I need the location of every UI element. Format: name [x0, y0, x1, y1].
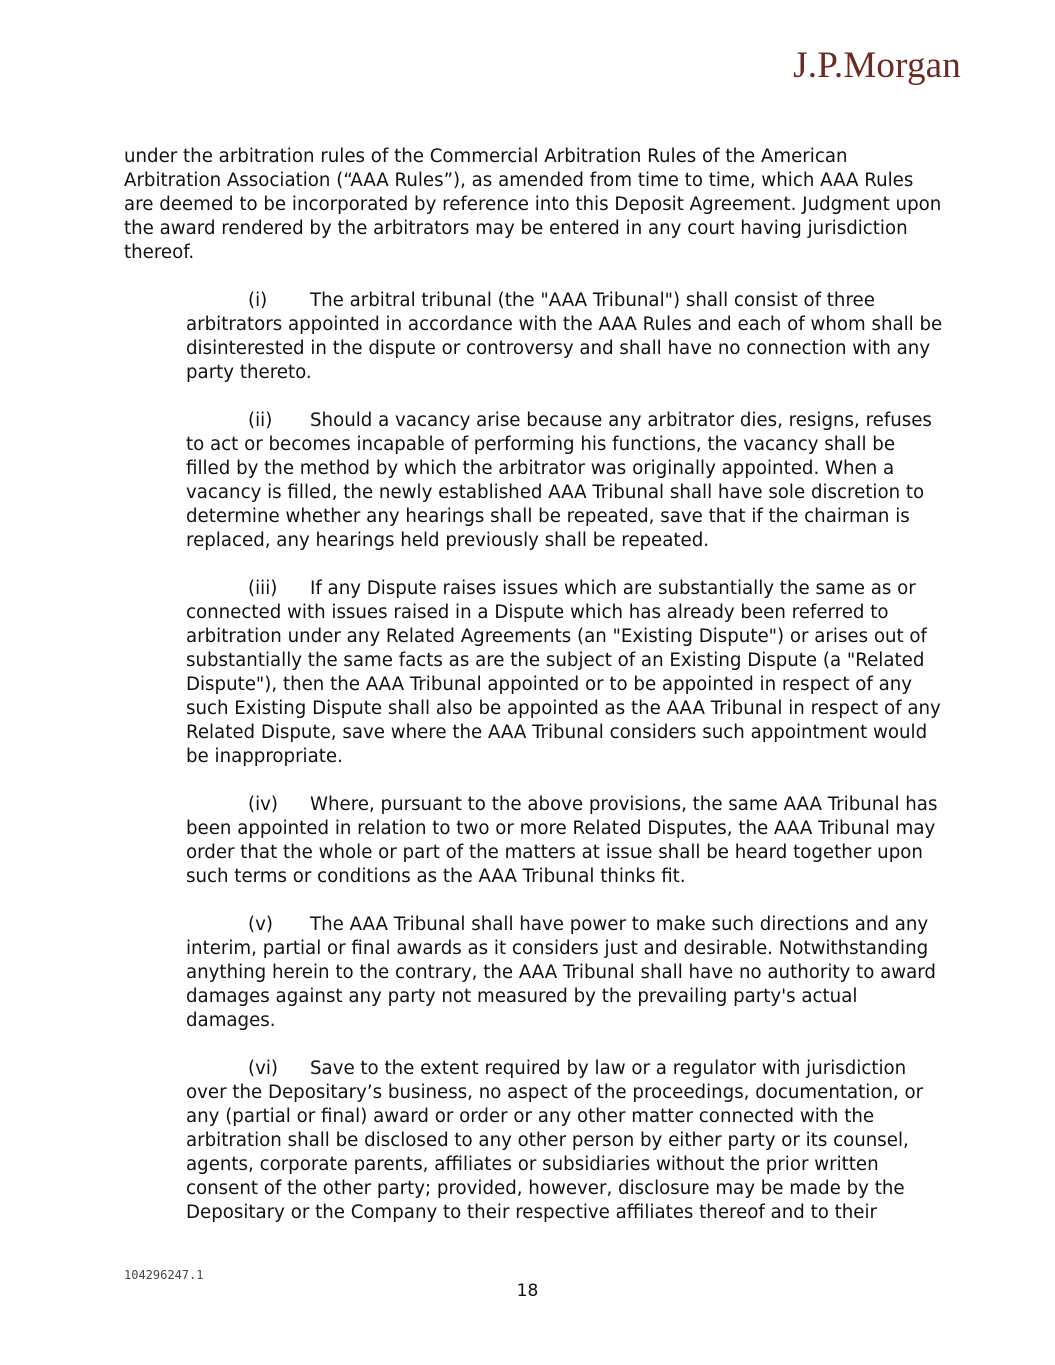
clause-number: (ii): [248, 410, 273, 431]
clause-i: [186, 289, 944, 385]
intro-paragraph: under the arbitration rules of the Commercial Arbitration Rules of the American Arbitration Association (“AAA Rules”), as amended from time to time, which AAA Rules are deemed to be incorporated by reference into this Deposit Agreement. Judgment upon the award rendered by the arbitrators may be entered in any court having jurisdiction thereof.: [124, 146, 942, 263]
clause-number: (v): [248, 914, 273, 935]
clause-text: Save to the extent required by law or a regulator with jurisdiction over the Depositary’s business, no aspect of the proceedings, documentation, or any (partial or final) award or order or any other matter connected with the arbitration shall be disclosed to any other person by either party or its counsel, agents, corporate parents, affiliates or subsidiaries without the prior written consent of the other party; provided, however, disclosure may be made by the Depositary or the Company to their respective affiliates thereof and to their: [186, 1058, 924, 1223]
document-body: [124, 145, 944, 1249]
clause-number: (iii): [248, 578, 278, 599]
clause-ii: [186, 409, 944, 553]
document-id: 104296247.1: [124, 1268, 204, 1282]
clause-text: If any Dispute raises issues which are substantially the same as or connected with issues raised in a Dispute which has already been referred to arbitration under any Related Agreements (an "Existing Dispute") or arises out of substantially the same facts as are the subject of an Existing Dispute (a "Related Dispute"), then the AAA Tribunal appointed or to be appointed in respect of any such Existing Dispute shall also be appointed as the AAA Tribunal in respect of any Related Dispute, save where the AAA Tribunal considers such appointment would be inappropriate.: [186, 578, 941, 767]
clause-text: The AAA Tribunal shall have power to make such directions and any interim, partial or final awards as it considers just and desirable. Notwithstanding anything herein to the contrary, the AAA Tribunal shall have no authority to award damages against any party not measured by the prevailing party's actual damages.: [186, 914, 936, 1031]
jpmorgan-logo: J.P.Morgan: [793, 45, 961, 86]
clause-v: [186, 913, 944, 1033]
clause-iv: [186, 793, 944, 889]
clause-number: (vi): [248, 1058, 279, 1079]
clause-text: Should a vacancy arise because any arbitrator dies, resigns, refuses to act or becomes incapable of performing his functions, the vacancy shall be filled by the method by which the arbitrator was originally appointed. When a vacancy is filled, the newly established AAA Tribunal shall have sole discretion to determine whether any hearings shall be repeated, save that if the chairman is replaced, any hearings held previously shall be repeated.: [186, 410, 932, 551]
clause-text: Where, pursuant to the above provisions, the same AAA Tribunal has been appointed in relation to two or more Related Disputes, the AAA Tribunal may order that the whole or part of the matters at issue shall be heard together upon such terms or conditions as the AAA Tribunal thinks fit.: [186, 794, 938, 887]
clause-text: The arbitral tribunal (the "AAA Tribunal") shall consist of three arbitrators appointed in accordance with the AAA Rules and each of whom shall be disinterested in the dispute or controversy and shall have no connection with any party thereto.: [186, 290, 943, 383]
clause-iii: [186, 577, 944, 769]
clause-number: (iv): [248, 794, 279, 815]
clause-vi: [186, 1057, 944, 1225]
clause-number: (i): [248, 290, 268, 311]
page-number: 18: [516, 1281, 539, 1301]
